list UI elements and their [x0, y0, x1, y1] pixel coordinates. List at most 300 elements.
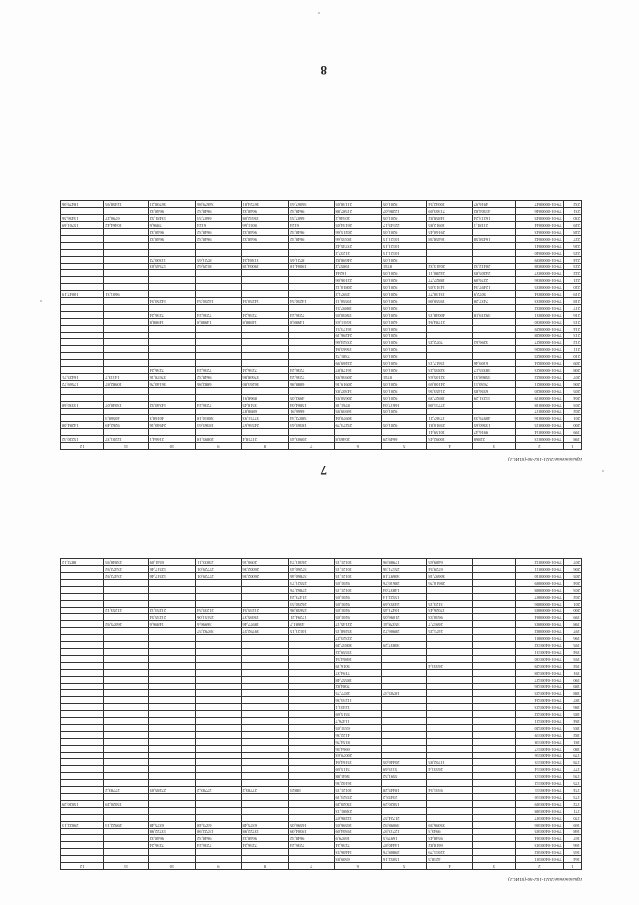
- value-cell: [241, 387, 289, 394]
- table-row: [61, 380, 582, 387]
- value-cell: 15020,29: [104, 800, 148, 807]
- value-cell: [61, 718, 104, 725]
- code-cell: 79-01-0000020: [516, 387, 564, 394]
- value-cell: 21664,1: [148, 436, 196, 443]
- value-cell: 36067,63: [289, 201, 334, 208]
- value-cell: [148, 249, 196, 256]
- value-cell: [289, 649, 334, 656]
- value-cell: 18927,39: [427, 394, 472, 401]
- value-cell: [472, 800, 515, 807]
- value-cell: 20079,63: [334, 752, 382, 759]
- value-cell: 26002,36: [241, 566, 289, 573]
- value-cell: [196, 669, 241, 676]
- value-cell: [61, 690, 104, 697]
- value-cell: 14313,05: [427, 284, 472, 291]
- table-row: [61, 263, 582, 270]
- value-cell: 14284,08: [61, 422, 104, 429]
- value-cell: [196, 766, 241, 773]
- value-cell: [148, 291, 196, 298]
- value-cell: 12713,97: [382, 828, 427, 835]
- value-cell: 6331,05: [334, 724, 382, 731]
- value-cell: [104, 635, 148, 642]
- value-cell: 15020,29: [334, 800, 382, 807]
- value-cell: [241, 325, 289, 332]
- value-cell: [196, 731, 241, 738]
- value-cell: [196, 346, 241, 353]
- value-cell: [196, 711, 241, 718]
- row-number-cell: 217: [563, 304, 581, 311]
- table-row: [61, 291, 582, 298]
- value-cell: [196, 662, 241, 669]
- value-cell: [289, 346, 334, 353]
- value-cell: 10121,15: [334, 586, 382, 593]
- value-cell: 24353,69: [382, 600, 427, 607]
- value-cell: 7084,82: [334, 683, 382, 690]
- value-cell: [241, 579, 289, 586]
- value-cell: 14896,6: [148, 621, 196, 628]
- value-cell: 10092,43: [427, 436, 472, 443]
- table-row: [61, 394, 582, 401]
- value-cell: [61, 387, 104, 394]
- value-cell: [61, 807, 104, 814]
- value-cell: 11231,29: [472, 394, 515, 401]
- value-cell: [241, 586, 289, 593]
- row-number-cell: 213: [563, 332, 581, 339]
- value-cell: [148, 669, 196, 676]
- value-cell: [427, 738, 472, 745]
- value-cell: 25171,36: [382, 566, 427, 573]
- value-cell: [241, 600, 289, 607]
- code-cell: 79-01-0000019: [516, 394, 564, 401]
- value-cell: 13040,07: [104, 401, 148, 408]
- value-cell: [148, 579, 196, 586]
- value-cell: 15220,32: [61, 436, 104, 443]
- row-number-cell: 190: [563, 676, 581, 683]
- value-cell: [472, 697, 515, 704]
- value-cell: 8154,76: [334, 738, 382, 745]
- value-cell: 10121,15: [334, 573, 382, 580]
- value-cell: 9201,05: [382, 291, 427, 298]
- value-cell: 21138,05: [334, 201, 382, 208]
- value-cell: [289, 360, 334, 367]
- value-cell: [61, 360, 104, 367]
- value-cell: 23745,42: [334, 242, 382, 249]
- value-cell: 24296,19: [334, 332, 382, 339]
- value-cell: 6607,53: [196, 215, 241, 222]
- row-number-cell: 222: [563, 270, 581, 277]
- table-row: [61, 849, 582, 856]
- value-cell: 16311,63: [334, 318, 382, 325]
- value-cell: [104, 724, 148, 731]
- value-cell: 7896,6: [148, 222, 196, 229]
- row-number-cell: 200: [563, 607, 581, 614]
- value-cell: [104, 593, 148, 600]
- value-cell: 39098,92: [382, 821, 427, 828]
- value-cell: 16864,54: [334, 655, 382, 662]
- row-number-cell: 173: [563, 794, 581, 801]
- code-cell: 79-01-0400129: [516, 662, 564, 669]
- top-table-column-numbers: [61, 443, 582, 450]
- code-cell: 79-01-0000010: [516, 573, 564, 580]
- value-cell: [289, 635, 334, 642]
- value-cell: 15830,05: [334, 311, 382, 318]
- value-cell: [472, 655, 515, 662]
- value-cell: [61, 676, 104, 683]
- value-cell: 19550,11: [334, 298, 382, 305]
- value-cell: [104, 745, 148, 752]
- table-row: [61, 787, 582, 794]
- value-cell: 11300,72: [148, 256, 196, 263]
- table-row: [61, 649, 582, 656]
- value-cell: [196, 429, 241, 436]
- value-cell: [427, 586, 472, 593]
- table-row: [61, 856, 582, 863]
- value-cell: [382, 415, 427, 422]
- code-cell: 79-01-0000031: [516, 311, 564, 318]
- code-cell: 79-01-0400114: [516, 766, 564, 773]
- row-number-cell: 199: [563, 614, 581, 621]
- value-cell: [241, 711, 289, 718]
- table-row: [61, 835, 582, 842]
- row-number-cell: 228: [563, 229, 581, 236]
- top-data-table: [60, 200, 582, 450]
- value-cell: [61, 284, 104, 291]
- value-cell: 6790,27: [104, 215, 148, 222]
- value-cell: 18705,37: [382, 690, 427, 697]
- value-cell: [61, 394, 104, 401]
- value-cell: [427, 711, 472, 718]
- value-cell: [289, 304, 334, 311]
- code-cell: 79-01-0400107: [516, 814, 564, 821]
- row-number-cell: 193: [563, 655, 581, 662]
- table-row: [61, 759, 582, 766]
- code-cell: 79-01-0400120: [516, 724, 564, 731]
- row-number-cell: 202: [563, 408, 581, 415]
- row-number-cell: 212: [563, 339, 581, 346]
- value-cell: [427, 704, 472, 711]
- value-cell: [196, 794, 241, 801]
- value-cell: [196, 270, 241, 277]
- value-cell: 20895,18: [196, 436, 241, 443]
- value-cell: [104, 367, 148, 374]
- value-cell: [61, 249, 104, 256]
- value-cell: [104, 270, 148, 277]
- value-cell: [104, 208, 148, 215]
- value-cell: [61, 346, 104, 353]
- column-number-header: 1: [563, 863, 581, 870]
- value-cell: 15663,84: [334, 346, 382, 353]
- value-cell: 10464,42: [104, 222, 148, 229]
- bottom-table-column-numbers: [61, 863, 582, 870]
- value-cell: 15164,04: [334, 759, 382, 766]
- value-cell: [382, 635, 427, 642]
- value-cell: 29808,76: [382, 849, 427, 856]
- value-cell: 9648,32: [148, 835, 196, 842]
- value-cell: 40568,3: [104, 415, 148, 422]
- value-cell: 7236,24: [148, 842, 196, 849]
- value-cell: 2090,16: [241, 559, 289, 566]
- row-number-cell: 175: [563, 780, 581, 787]
- value-cell: [61, 745, 104, 752]
- table-row: [61, 752, 582, 759]
- row-number-cell: 232: [563, 201, 581, 208]
- value-cell: [472, 566, 515, 573]
- value-cell: [104, 325, 148, 332]
- value-cell: 12458,95: [104, 201, 148, 208]
- value-cell: [148, 731, 196, 738]
- table-row: [61, 408, 582, 415]
- value-cell: 39792,57: [196, 628, 241, 635]
- value-cell: 10121,15: [334, 559, 382, 566]
- value-cell: 23881,13: [334, 807, 382, 814]
- value-cell: [472, 559, 515, 566]
- value-cell: [148, 429, 196, 436]
- value-cell: 13722,98: [148, 828, 196, 835]
- value-cell: 9548,43: [427, 835, 472, 842]
- table-row: [61, 284, 582, 291]
- value-cell: 16979,9: [334, 835, 382, 842]
- value-cell: [61, 683, 104, 690]
- value-cell: 2877,75: [334, 690, 382, 697]
- value-cell: [148, 773, 196, 780]
- code-cell: 79-01-0000040: [516, 249, 564, 256]
- value-cell: 35268,15: [334, 628, 382, 635]
- value-cell: 27783,2: [104, 787, 148, 794]
- table-row: [61, 586, 582, 593]
- table-row: [61, 731, 582, 738]
- value-cell: [148, 600, 196, 607]
- value-cell: 21237,2: [334, 249, 382, 256]
- value-cell: [289, 249, 334, 256]
- value-cell: [472, 711, 515, 718]
- value-cell: [104, 579, 148, 586]
- value-cell: [196, 600, 241, 607]
- value-cell: [61, 600, 104, 607]
- value-cell: [427, 794, 472, 801]
- value-cell: [104, 697, 148, 704]
- table-row: [61, 422, 582, 429]
- value-cell: 16596,05: [289, 821, 334, 828]
- value-cell: 20446,05: [382, 759, 427, 766]
- value-cell: 9648,32: [241, 235, 289, 242]
- value-cell: 15020,29: [61, 800, 104, 807]
- code-cell: 79-01-0400115: [516, 759, 564, 766]
- value-cell: 8761,18: [334, 401, 382, 408]
- value-cell: 26134,05: [334, 222, 382, 229]
- value-cell: [148, 849, 196, 856]
- value-cell: 18897,51: [334, 304, 382, 311]
- value-cell: [472, 593, 515, 600]
- value-cell: 16173,51: [334, 325, 382, 332]
- value-cell: [104, 229, 148, 236]
- value-cell: [148, 284, 196, 291]
- code-cell: 79-01-0000025: [516, 353, 564, 360]
- value-cell: [472, 731, 515, 738]
- value-cell: [241, 339, 289, 346]
- value-cell: 25521,73: [289, 579, 334, 586]
- value-cell: [196, 642, 241, 649]
- value-cell: 9201,05: [382, 229, 427, 236]
- row-number-cell: 166: [563, 842, 581, 849]
- value-cell: [241, 270, 289, 277]
- value-cell: [472, 332, 515, 339]
- value-cell: [472, 724, 515, 731]
- value-cell: [148, 655, 196, 662]
- code-cell: 79-01-0000046: [516, 208, 564, 215]
- code-cell: 79-01-0000035: [516, 284, 564, 291]
- value-cell: [148, 662, 196, 669]
- value-cell: 18479,06: [61, 201, 104, 208]
- value-cell: [61, 759, 104, 766]
- value-cell: 19004,18: [289, 263, 334, 270]
- value-cell: [289, 759, 334, 766]
- value-cell: [61, 593, 104, 600]
- value-cell: 39219,18: [472, 311, 515, 318]
- value-cell: 71303,09: [427, 208, 472, 215]
- value-cell: 20810,12: [334, 284, 382, 291]
- value-cell: [472, 690, 515, 697]
- value-cell: 22323,27: [334, 635, 382, 642]
- table-row: [61, 800, 582, 807]
- value-cell: [148, 635, 196, 642]
- value-cell: 30697,18: [427, 573, 472, 580]
- value-cell: [289, 662, 334, 669]
- value-cell: [289, 704, 334, 711]
- value-cell: 21718,4: [241, 436, 289, 443]
- value-cell: 11384,24: [241, 256, 289, 263]
- row-number-cell: 183: [563, 724, 581, 731]
- value-cell: [196, 284, 241, 291]
- value-cell: 13722,98: [196, 828, 241, 835]
- table-row: [61, 360, 582, 367]
- code-cell: 79-01-0000041: [516, 242, 564, 249]
- value-cell: [472, 256, 515, 263]
- value-cell: [472, 318, 515, 325]
- value-cell: [148, 360, 196, 367]
- value-cell: 14837,04: [382, 586, 427, 593]
- value-cell: [427, 408, 472, 415]
- value-cell: 20936,93: [334, 374, 382, 381]
- table-row: [61, 201, 582, 208]
- value-cell: [382, 724, 427, 731]
- value-cell: [241, 291, 289, 298]
- value-cell: [148, 807, 196, 814]
- value-cell: [289, 807, 334, 814]
- value-cell: [196, 242, 241, 249]
- value-cell: 7236,24: [289, 311, 334, 318]
- value-cell: 37608,86: [241, 374, 289, 381]
- value-cell: 9201,05: [382, 422, 427, 429]
- value-cell: 23324,66: [334, 339, 382, 346]
- table-row: [61, 208, 582, 215]
- value-cell: 9201,05: [382, 408, 427, 415]
- table-row: [61, 766, 582, 773]
- value-cell: [289, 642, 334, 649]
- value-cell: 14988,8: [289, 318, 334, 325]
- value-cell: [241, 593, 289, 600]
- value-cell: 13560,65: [472, 422, 515, 429]
- value-cell: 36996,6: [196, 621, 241, 628]
- value-cell: 17988,96: [382, 559, 427, 566]
- row-number-cell: 172: [563, 800, 581, 807]
- value-cell: [241, 738, 289, 745]
- value-cell: [104, 828, 148, 835]
- value-cell: [427, 690, 472, 697]
- value-cell: 21181,1: [472, 222, 515, 229]
- value-cell: [148, 394, 196, 401]
- value-cell: [289, 800, 334, 807]
- value-cell: [148, 339, 196, 346]
- row-number-cell: 205: [563, 387, 581, 394]
- table-row: [61, 573, 582, 580]
- value-cell: [289, 724, 334, 731]
- value-cell: [196, 697, 241, 704]
- value-cell: [148, 676, 196, 683]
- value-cell: [289, 766, 334, 773]
- value-cell: [61, 752, 104, 759]
- value-cell: 15695,37: [241, 614, 289, 621]
- value-cell: 9201,05: [382, 277, 427, 284]
- value-cell: 24280,11: [427, 270, 472, 277]
- code-cell: 79-01-0400110: [516, 794, 564, 801]
- row-number-cell: 206: [563, 380, 581, 387]
- value-cell: 35378,41: [382, 621, 427, 628]
- code-cell: 79-01-0400106: [516, 821, 564, 828]
- value-cell: [427, 304, 472, 311]
- value-cell: 7236,24: [196, 367, 241, 374]
- value-cell: 10121,15: [382, 242, 427, 249]
- value-cell: [382, 807, 427, 814]
- value-cell: 10121,15: [334, 566, 382, 573]
- table-row: [61, 669, 582, 676]
- table-row: [61, 600, 582, 607]
- value-cell: [61, 738, 104, 745]
- value-cell: [241, 718, 289, 725]
- value-cell: [427, 249, 472, 256]
- sheet-top: [60, 55, 582, 461]
- value-cell: [427, 242, 472, 249]
- row-number-cell: 164: [563, 856, 581, 863]
- code-cell: 79-01-0400118: [516, 738, 564, 745]
- value-cell: [196, 718, 241, 725]
- value-cell: [241, 284, 289, 291]
- value-cell: 14250,54: [148, 298, 196, 305]
- value-cell: [472, 229, 515, 236]
- value-cell: 16458,58: [427, 235, 472, 242]
- code-cell: 79-01-0400131: [516, 649, 564, 656]
- value-cell: 16939,95: [334, 408, 382, 415]
- value-cell: 18365,63: [196, 422, 241, 429]
- value-cell: 10121,15: [334, 787, 382, 794]
- value-cell: [241, 662, 289, 669]
- row-number-cell: 207: [563, 374, 581, 381]
- row-number-cell: 215: [563, 318, 581, 325]
- code-cell: 79-01-0400125: [516, 690, 564, 697]
- value-cell: [104, 731, 148, 738]
- value-cell: 9648,32: [289, 208, 334, 215]
- value-cell: 25323,19: [334, 794, 382, 801]
- value-cell: 12517,46: [148, 566, 196, 573]
- value-cell: 26331,4: [427, 662, 472, 669]
- value-cell: 17545,03: [148, 263, 196, 270]
- value-cell: [382, 669, 427, 676]
- value-cell: 10042,54: [427, 201, 472, 208]
- value-cell: [61, 697, 104, 704]
- value-cell: [472, 621, 515, 628]
- value-cell: [427, 807, 472, 814]
- value-cell: [427, 745, 472, 752]
- value-cell: [241, 683, 289, 690]
